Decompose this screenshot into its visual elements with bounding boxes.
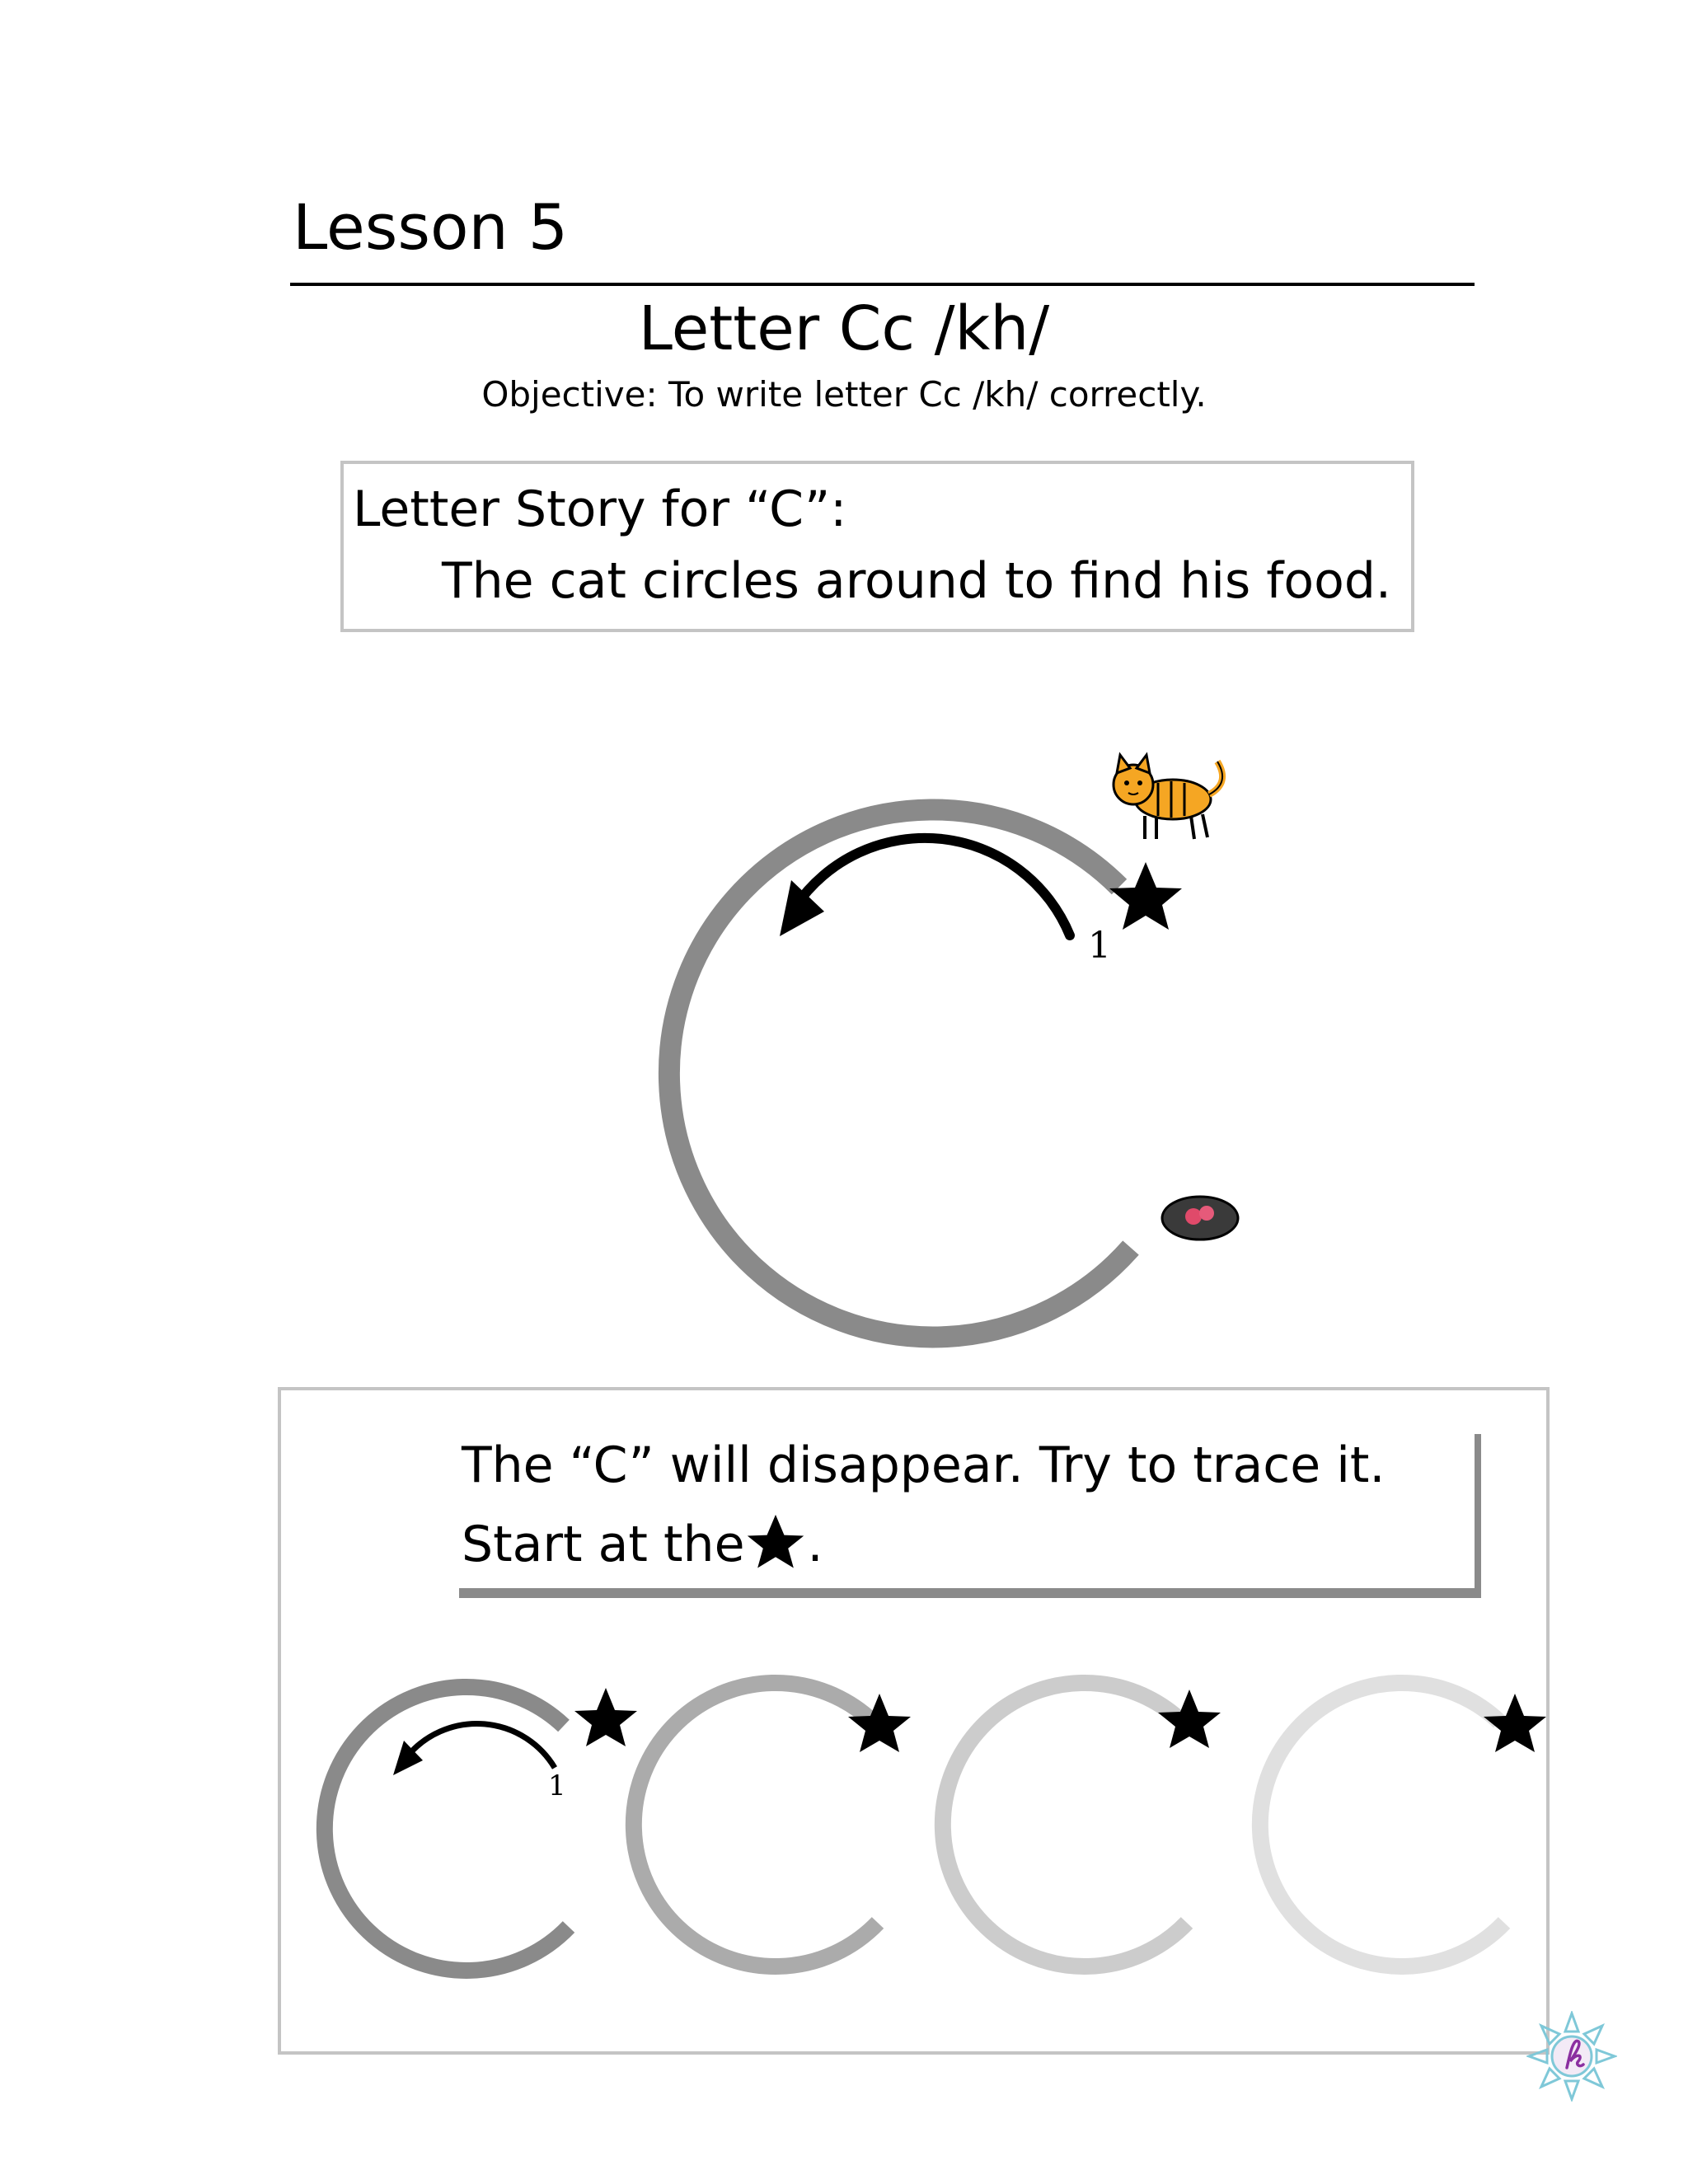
star-icon bbox=[574, 1688, 637, 1746]
letter-c-demo bbox=[618, 725, 1245, 1385]
stroke-number: 1 bbox=[548, 1769, 566, 1802]
story-heading: Letter Story for “C”: bbox=[353, 480, 847, 538]
practice-letters-row bbox=[313, 1661, 1550, 1990]
star-icon bbox=[1109, 862, 1182, 930]
practice-letter-3 bbox=[943, 1683, 1221, 1966]
cat-icon bbox=[1114, 755, 1222, 839]
story-text: The cat circles around to find his food. bbox=[442, 552, 1391, 610]
star-icon bbox=[1158, 1690, 1221, 1748]
practice-letter-4 bbox=[1260, 1683, 1546, 1966]
star-icon bbox=[744, 1513, 807, 1576]
k-logo-icon bbox=[1526, 2011, 1617, 2102]
practice-letter-2 bbox=[634, 1683, 911, 1966]
letter-c-stroke bbox=[669, 809, 1131, 1337]
arrow-icon bbox=[393, 1723, 555, 1775]
arrow-icon bbox=[780, 838, 1070, 936]
food-bowl-icon bbox=[1162, 1197, 1238, 1240]
instruction-start-text: Start at the bbox=[462, 1516, 745, 1573]
objective-text: Objective: To write letter Cc /kh/ correctly. bbox=[481, 374, 1207, 415]
practice-letter-1 bbox=[325, 1687, 637, 1971]
instruction-line-1: The “C” will disappear. Try to trace it. bbox=[462, 1436, 1386, 1494]
letter-title: Letter Cc /kh/ bbox=[638, 293, 1050, 364]
instruction-end-text: . bbox=[807, 1516, 823, 1573]
title-rule bbox=[290, 283, 1475, 286]
instruction-line-2 bbox=[462, 1513, 823, 1576]
star-icon bbox=[1484, 1694, 1546, 1752]
stroke-number: 1 bbox=[1088, 925, 1111, 967]
lesson-title: Lesson 5 bbox=[293, 190, 569, 264]
